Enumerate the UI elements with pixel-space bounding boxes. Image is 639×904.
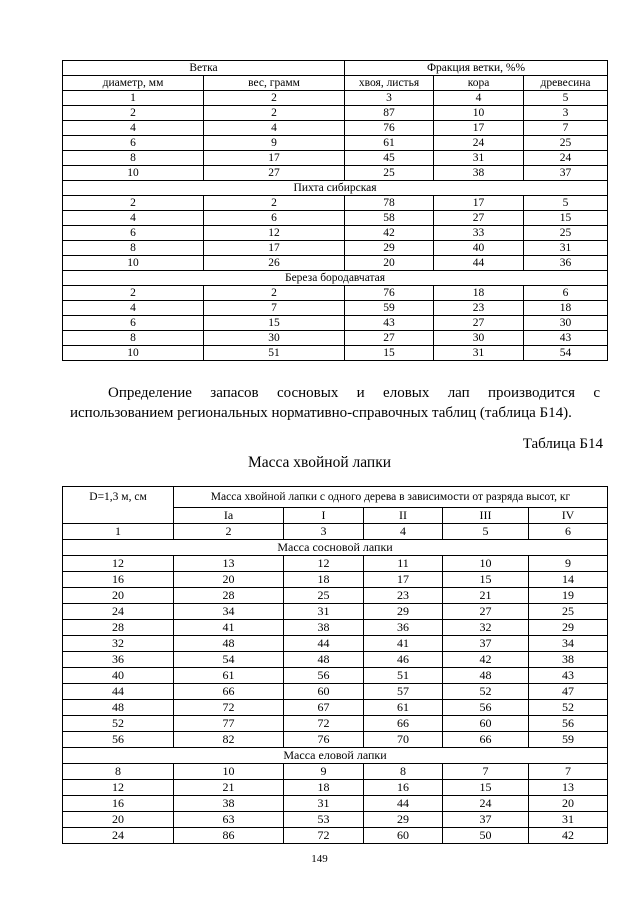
column-number-row	[63, 91, 608, 106]
table-cell: 24	[63, 604, 174, 620]
table-cell: 16	[63, 796, 174, 812]
table-row	[63, 346, 608, 361]
table-cell: 20	[63, 588, 174, 604]
table-cell: 13	[174, 556, 284, 572]
section-title: Масса еловой лапки	[63, 748, 608, 764]
table-cell: 8	[63, 151, 204, 166]
table-cell: 5	[524, 196, 608, 211]
table-cell: 6	[63, 316, 204, 331]
table-cell: 17	[434, 121, 524, 136]
table-cell: 72	[284, 828, 364, 844]
table-cell: 40	[434, 241, 524, 256]
table-cell: 15	[345, 346, 434, 361]
table-cell: 15	[443, 572, 529, 588]
table-cell: 19	[529, 588, 608, 604]
table-cell: 7	[524, 121, 608, 136]
table-cell: 46	[364, 652, 443, 668]
table-row	[63, 226, 608, 241]
table-cell: 30	[204, 331, 345, 346]
table-cell: 17	[364, 572, 443, 588]
table-row	[63, 684, 608, 700]
table-row	[63, 796, 608, 812]
table-cell: 76	[345, 286, 434, 301]
table-cell: 30	[524, 316, 608, 331]
table-cell: 66	[174, 684, 284, 700]
table-cell: 54	[174, 652, 284, 668]
column-group-fraction: Фракция ветки, %%	[345, 61, 608, 76]
table-cell: 8	[364, 764, 443, 780]
table-cell: 2	[63, 286, 204, 301]
table-cell: 37	[443, 812, 529, 828]
table-cell: 43	[529, 668, 608, 684]
table-cell: 24	[63, 828, 174, 844]
table-cell: 26	[204, 256, 345, 271]
table-cell: 10	[63, 256, 204, 271]
table-cell: 4	[204, 121, 345, 136]
column-group-mass: Масса хвойной лапки с одного дерева в зависимости от разряда высот, кг	[174, 487, 608, 508]
section-title-row	[63, 748, 608, 764]
table-cell: 31	[524, 241, 608, 256]
table-cell: 78	[345, 196, 434, 211]
table-cell: 12	[204, 226, 345, 241]
table-cell: 37	[524, 166, 608, 181]
table-row	[63, 604, 608, 620]
table-cell: 13	[529, 780, 608, 796]
table-row	[63, 301, 608, 316]
table-cell: 59	[529, 732, 608, 748]
table-row	[63, 316, 608, 331]
table-cell: 54	[524, 346, 608, 361]
table-cell: 3	[524, 106, 608, 121]
table-cell: 4	[63, 121, 204, 136]
height-class-header: IV	[529, 508, 608, 524]
table-row	[63, 136, 608, 151]
table-label: Таблица Б14	[522, 436, 603, 452]
table-cell: 42	[443, 652, 529, 668]
section-title-row	[63, 181, 608, 196]
table-cell: 60	[364, 828, 443, 844]
header-row	[63, 61, 608, 76]
table-cell: 18	[524, 301, 608, 316]
table-cell: 30	[434, 331, 524, 346]
table-cell: 45	[345, 151, 434, 166]
table-cell: 18	[434, 286, 524, 301]
conifer-branch-mass-table	[62, 486, 608, 844]
table-row	[63, 572, 608, 588]
column-number: 5	[524, 91, 608, 106]
table-row	[63, 652, 608, 668]
table-cell: 8	[63, 764, 174, 780]
table-cell: 44	[284, 636, 364, 652]
table-row	[63, 286, 608, 301]
column-number: 3	[284, 524, 364, 540]
table-row	[63, 588, 608, 604]
table-cell: 87	[345, 106, 434, 121]
table-cell: 34	[174, 604, 284, 620]
column-number: 1	[63, 91, 204, 106]
table-cell: 72	[284, 716, 364, 732]
table-cell: 27	[434, 211, 524, 226]
table-row	[63, 196, 608, 211]
column-number: 6	[529, 524, 608, 540]
table-cell: 29	[364, 812, 443, 828]
table-row	[63, 106, 608, 121]
column-number: 1	[63, 524, 174, 540]
table-cell: 12	[284, 556, 364, 572]
table-cell: 16	[63, 572, 174, 588]
table-cell: 29	[529, 620, 608, 636]
table-cell: 20	[63, 812, 174, 828]
table-cell: 67	[284, 700, 364, 716]
table-cell: 44	[63, 684, 174, 700]
table-cell: 48	[174, 636, 284, 652]
table-cell: 38	[174, 796, 284, 812]
table-cell: 15	[524, 211, 608, 226]
table-cell: 38	[284, 620, 364, 636]
table-cell: 7	[204, 301, 345, 316]
table-cell: 66	[443, 732, 529, 748]
table-cell: 11	[364, 556, 443, 572]
table-cell: 6	[63, 226, 204, 241]
table-cell: 10	[63, 346, 204, 361]
table-cell: 6	[204, 211, 345, 226]
table-cell: 41	[364, 636, 443, 652]
table-cell: 2	[204, 196, 345, 211]
column-header: хвоя, листья	[345, 76, 434, 91]
table-row	[63, 668, 608, 684]
table-cell: 31	[529, 812, 608, 828]
column-number: 5	[443, 524, 529, 540]
table-cell: 66	[364, 716, 443, 732]
table-cell: 37	[443, 636, 529, 652]
table-cell: 27	[434, 316, 524, 331]
table-cell: 43	[524, 331, 608, 346]
table-cell: 36	[524, 256, 608, 271]
section-title: Пихта сибирская	[63, 181, 608, 196]
height-class-header: II	[364, 508, 443, 524]
table-cell: 48	[63, 700, 174, 716]
column-number-row	[63, 524, 608, 540]
table-row	[63, 764, 608, 780]
page-number: 149	[311, 853, 328, 865]
height-class-header: III	[443, 508, 529, 524]
column-number: 4	[434, 91, 524, 106]
column-group-branch: Ветка	[63, 61, 345, 76]
table-cell: 10	[63, 166, 204, 181]
table-cell: 36	[63, 652, 174, 668]
column-header: кора	[434, 76, 524, 91]
table-cell: 31	[434, 346, 524, 361]
table-cell: 82	[174, 732, 284, 748]
table-row	[63, 700, 608, 716]
table-row	[63, 636, 608, 652]
table-row	[63, 716, 608, 732]
table-row	[63, 256, 608, 271]
paragraph-line-2: использованием региональных нормативно-справочных таблиц (таблица Б14).	[70, 405, 572, 421]
table-row	[63, 620, 608, 636]
table-cell: 9	[204, 136, 345, 151]
table-cell: 28	[174, 588, 284, 604]
table-cell: 48	[284, 652, 364, 668]
table-cell: 20	[529, 796, 608, 812]
column-number: 2	[174, 524, 284, 540]
table-cell: 17	[434, 196, 524, 211]
table-cell: 4	[63, 211, 204, 226]
table-cell: 7	[529, 764, 608, 780]
height-class-header: I	[284, 508, 364, 524]
table-cell: 76	[284, 732, 364, 748]
table-cell: 27	[345, 331, 434, 346]
table-cell: 56	[63, 732, 174, 748]
table-cell: 59	[345, 301, 434, 316]
table-cell: 23	[364, 588, 443, 604]
table-title: Масса хвойной лапки	[247, 454, 392, 471]
table-cell: 27	[204, 166, 345, 181]
column-number: 4	[364, 524, 443, 540]
body-paragraph	[70, 383, 600, 423]
table-cell: 21	[443, 588, 529, 604]
table-row	[63, 121, 608, 136]
table-cell: 18	[284, 780, 364, 796]
table-cell: 40	[63, 668, 174, 684]
section-title: Береза бородавчатая	[63, 271, 608, 286]
table-cell: 23	[434, 301, 524, 316]
table-cell: 27	[443, 604, 529, 620]
table-cell: 9	[284, 764, 364, 780]
table-cell: 31	[284, 604, 364, 620]
table-cell: 2	[204, 286, 345, 301]
table-row	[63, 151, 608, 166]
table-cell: 44	[434, 256, 524, 271]
table-cell: 10	[434, 106, 524, 121]
table-cell: 38	[434, 166, 524, 181]
table-cell: 10	[174, 764, 284, 780]
header-row	[63, 487, 608, 508]
table-cell: 7	[443, 764, 529, 780]
section-title-row	[63, 540, 608, 556]
table-cell: 57	[364, 684, 443, 700]
table-cell: 76	[345, 121, 434, 136]
table-cell: 29	[345, 241, 434, 256]
table-row	[63, 732, 608, 748]
table-cell: 38	[529, 652, 608, 668]
table-cell: 31	[434, 151, 524, 166]
table-cell: 8	[63, 241, 204, 256]
table-cell: 36	[364, 620, 443, 636]
table-cell: 51	[204, 346, 345, 361]
table-row	[63, 331, 608, 346]
table-cell: 31	[284, 796, 364, 812]
table-row	[63, 828, 608, 844]
table-cell: 60	[284, 684, 364, 700]
column-header: диаметр, мм	[63, 76, 204, 91]
table-cell: 21	[174, 780, 284, 796]
table-cell: 15	[443, 780, 529, 796]
table-cell: 25	[345, 166, 434, 181]
table-cell: 47	[529, 684, 608, 700]
table-cell: 29	[364, 604, 443, 620]
table-cell: 60	[443, 716, 529, 732]
table-cell: 42	[345, 226, 434, 241]
table-cell: 20	[345, 256, 434, 271]
header-row	[63, 76, 608, 91]
table-cell: 2	[63, 196, 204, 211]
paragraph-line-1: Определение запасов сосновых и еловых лап производится с	[108, 385, 600, 401]
table-cell: 34	[529, 636, 608, 652]
table-cell: 53	[284, 812, 364, 828]
table-cell: 52	[529, 700, 608, 716]
table-cell: 61	[345, 136, 434, 151]
table-cell: 24	[443, 796, 529, 812]
table-cell: 86	[174, 828, 284, 844]
table-cell: 56	[284, 668, 364, 684]
table-cell: 32	[63, 636, 174, 652]
table-cell: 50	[443, 828, 529, 844]
table-cell: 17	[204, 151, 345, 166]
table-cell: 25	[529, 604, 608, 620]
table-cell: 2	[63, 106, 204, 121]
table-cell: 70	[364, 732, 443, 748]
table-cell: 51	[364, 668, 443, 684]
table-cell: 18	[284, 572, 364, 588]
table-cell: 16	[364, 780, 443, 796]
table-cell: 25	[524, 136, 608, 151]
table-cell: 6	[63, 136, 204, 151]
table-cell: 20	[174, 572, 284, 588]
table-cell: 9	[529, 556, 608, 572]
table-cell: 58	[345, 211, 434, 226]
table-cell: 61	[364, 700, 443, 716]
table-row	[63, 166, 608, 181]
table-cell: 41	[174, 620, 284, 636]
table-cell: 10	[443, 556, 529, 572]
table-cell: 25	[524, 226, 608, 241]
table-cell: 77	[174, 716, 284, 732]
column-header: древесина	[524, 76, 608, 91]
table-cell: 6	[524, 286, 608, 301]
table-cell: 52	[443, 684, 529, 700]
table-cell: 56	[529, 716, 608, 732]
table-cell: 72	[174, 700, 284, 716]
table-cell: 48	[443, 668, 529, 684]
table-cell: 24	[434, 136, 524, 151]
table-cell: 24	[524, 151, 608, 166]
table-cell: 42	[529, 828, 608, 844]
table-cell: 28	[63, 620, 174, 636]
column-number: 2	[204, 91, 345, 106]
section-title-row	[63, 271, 608, 286]
height-class-header: Ia	[174, 508, 284, 524]
table-cell: 44	[364, 796, 443, 812]
table-cell: 61	[174, 668, 284, 684]
table-cell: 52	[63, 716, 174, 732]
column-number: 3	[345, 91, 434, 106]
table-cell: 56	[443, 700, 529, 716]
table-cell: 14	[529, 572, 608, 588]
table-row	[63, 812, 608, 828]
table-cell: 2	[204, 106, 345, 121]
table-cell: 25	[284, 588, 364, 604]
table-cell: 8	[63, 331, 204, 346]
table-cell: 63	[174, 812, 284, 828]
section-title: Масса сосновой лапки	[63, 540, 608, 556]
table-row	[63, 780, 608, 796]
table-cell: 43	[345, 316, 434, 331]
table-cell: 17	[204, 241, 345, 256]
column-header-diameter: D=1,3 м, см	[63, 487, 174, 524]
table-row	[63, 211, 608, 226]
table-cell: 15	[204, 316, 345, 331]
table-cell: 4	[63, 301, 204, 316]
table-cell: 12	[63, 780, 174, 796]
branch-fraction-table	[62, 60, 608, 361]
table-row	[63, 556, 608, 572]
column-header: вес, грамм	[204, 76, 345, 91]
table-cell: 12	[63, 556, 174, 572]
table-cell: 32	[443, 620, 529, 636]
table-cell: 33	[434, 226, 524, 241]
table-row	[63, 241, 608, 256]
